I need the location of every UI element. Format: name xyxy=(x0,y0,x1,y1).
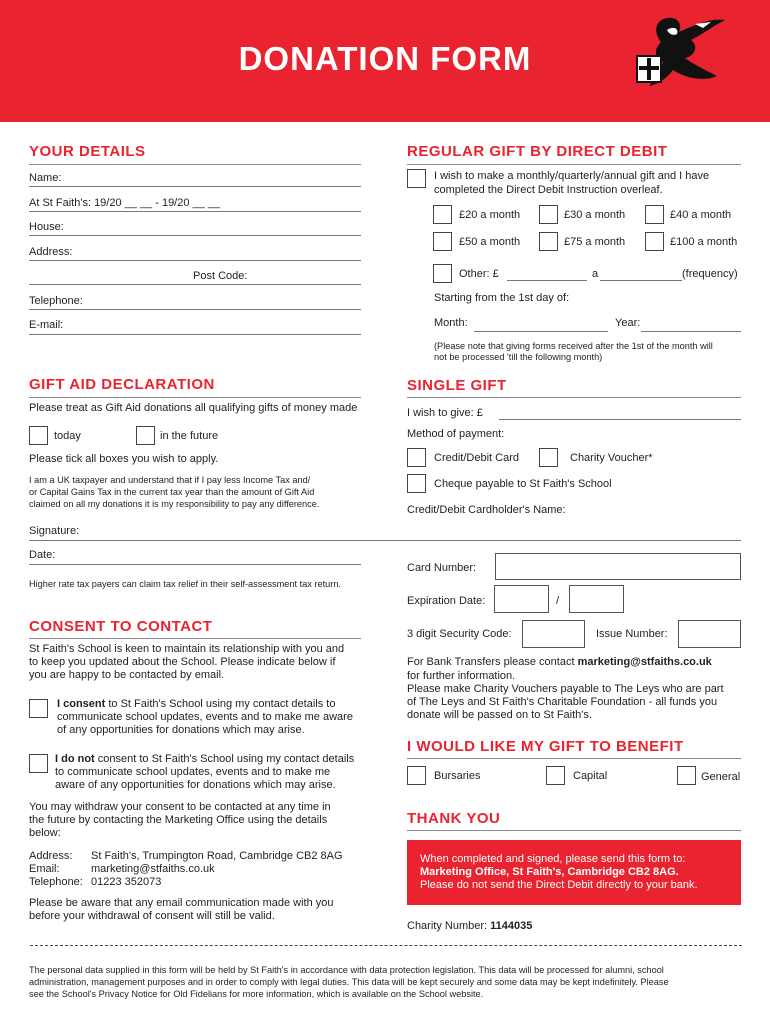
amount-20-label: £20 a month xyxy=(459,209,521,221)
charity-voucher-checkbox[interactable] xyxy=(539,448,558,467)
send-instructions-line: When completed and signed, please send this form to: xyxy=(420,853,686,865)
amount-100-label: £100 a month xyxy=(670,236,738,248)
wish-to-give-label: I wish to give: £ xyxy=(407,407,483,419)
date-field[interactable] xyxy=(29,564,361,565)
general-label: General xyxy=(701,771,741,783)
contact-telephone-label: Telephone: xyxy=(29,876,83,888)
contact-address-value: St Faith's, Trumpington Road, Cambridge CB2 8AG xyxy=(91,850,343,862)
gift-aid-today-checkbox[interactable] xyxy=(29,426,48,445)
heading-rule xyxy=(29,397,361,398)
signature-field[interactable] xyxy=(29,540,741,541)
amount-30-checkbox[interactable] xyxy=(539,205,558,224)
contact-telephone-value: 01223 352073 xyxy=(91,876,162,888)
single-gift-amount-field[interactable] xyxy=(499,419,741,420)
gift-aid-tick-note: Please tick all boxes you wish to apply. xyxy=(29,453,219,465)
consent-intro: you are happy to be contacted by email. xyxy=(29,669,225,681)
charity-number-label: Charity Number: xyxy=(407,920,491,932)
postcode-label: Post Code: xyxy=(193,270,248,282)
bank-transfer-text: For Bank Transfers please contact xyxy=(407,656,578,668)
credit-card-checkbox[interactable] xyxy=(407,448,426,467)
voucher-note: donate will be passed on to St Faith's. xyxy=(407,709,592,721)
regular-gift-intro: I wish to make a monthly/quarterly/annual gift and I have xyxy=(434,170,710,182)
amount-50-checkbox[interactable] xyxy=(433,232,452,251)
frequency-label: (frequency) xyxy=(682,268,738,280)
amount-40-checkbox[interactable] xyxy=(645,205,664,224)
voucher-note: Please make Charity Vouchers payable to The Leys who are part xyxy=(407,683,724,695)
gift-aid-today-label: today xyxy=(54,430,81,442)
contact-email-value[interactable]: marketing@stfaiths.co.uk xyxy=(91,863,215,875)
issue-number-label: Issue Number: xyxy=(596,628,668,640)
cardholder-name-label: Credit/Debit Cardholder's Name: xyxy=(407,504,566,516)
consent-no-checkbox[interactable] xyxy=(29,754,48,773)
dragon-crest-logo xyxy=(633,12,728,88)
house-label: House: xyxy=(29,221,64,233)
amount-75-label: £75 a month xyxy=(564,236,626,248)
privacy-footer: The personal data supplied in this form will be held by St Faith's in accordance with data protection legislation. This data will be processed for alumni, school xyxy=(29,965,664,975)
capital-checkbox[interactable] xyxy=(546,766,565,785)
regular-gift-checkbox[interactable] xyxy=(407,169,426,188)
consent-no-line: aware of any opportunities for donations which may arise. xyxy=(55,779,336,791)
name-field[interactable] xyxy=(29,186,361,187)
signature-label: Signature: xyxy=(29,525,80,537)
cheque-label: Cheque payable to St Faith's School xyxy=(434,478,612,490)
amount-100-checkbox[interactable] xyxy=(645,232,664,251)
gift-aid-declaration: or Capital Gains Tax in the current tax year than the amount of Gift Aid xyxy=(29,487,315,497)
page-title: DONATION FORM xyxy=(238,40,532,77)
general-checkbox[interactable] xyxy=(677,766,696,785)
bank-transfer-note xyxy=(407,656,712,669)
consent-intro: St Faith's School is keen to maintain its relationship with you and xyxy=(29,643,345,655)
heading-rule xyxy=(407,830,741,831)
charity-voucher-label: Charity Voucher* xyxy=(570,452,653,464)
date-label: Date: xyxy=(29,549,56,561)
higher-rate-note: Higher rate tax payers can claim tax relief in their self-assessment tax return. xyxy=(29,579,341,589)
heading-rule xyxy=(407,164,741,165)
your-details-heading: YOUR DETAILS xyxy=(29,143,146,160)
postcode-field[interactable] xyxy=(29,284,361,285)
a-label: a xyxy=(592,268,599,280)
telephone-label: Telephone: xyxy=(29,295,83,307)
amount-50-label: £50 a month xyxy=(459,236,521,248)
month-field[interactable] xyxy=(474,331,608,332)
heading-rule xyxy=(407,397,741,398)
gift-aid-treat: Please treat as Gift Aid donations all qualifying gifts of money made xyxy=(29,402,358,414)
charity-number-value: 1144035 xyxy=(490,920,533,932)
address-field[interactable] xyxy=(29,260,361,261)
amount-40-label: £40 a month xyxy=(670,209,732,221)
expiration-slash: / xyxy=(556,595,560,607)
address-label: Address: xyxy=(29,246,73,258)
consent-yes-bold: I consent xyxy=(57,698,106,710)
regular-gift-heading: REGULAR GIFT BY DIRECT DEBIT xyxy=(407,143,668,160)
starting-label: Starting from the 1st day of: xyxy=(434,292,570,304)
withdraw-note: the future by contacting the Marketing Office using the details xyxy=(29,814,328,826)
amount-other-checkbox[interactable] xyxy=(433,264,452,283)
issue-number-input[interactable] xyxy=(678,620,741,648)
send-instructions-address: Marketing Office, St Faith's, Cambridge CB2 8AG. xyxy=(420,866,679,878)
regular-gift-note: (Please note that giving forms received after the 1st of the month will xyxy=(434,341,713,351)
security-code-input[interactable] xyxy=(522,620,585,648)
regular-gift-intro: completed the Direct Debit Instruction overleaf. xyxy=(434,184,663,196)
bursaries-checkbox[interactable] xyxy=(407,766,426,785)
consent-yes-line: communicate school updates, events and to make me aware xyxy=(57,711,353,723)
gift-aid-future-checkbox[interactable] xyxy=(136,426,155,445)
consent-no-line: to communicate school updates, events and to make me xyxy=(55,766,331,778)
heading-rule xyxy=(29,164,361,165)
amount-20-checkbox[interactable] xyxy=(433,205,452,224)
contact-email-label: Email: xyxy=(29,863,60,875)
frequency-field[interactable] xyxy=(600,280,682,281)
single-gift-heading: SINGLE GIFT xyxy=(407,377,507,394)
thank-you-heading: THANK YOU xyxy=(407,810,501,827)
withdraw-note: You may withdraw your consent to be contacted at any time in xyxy=(29,801,331,813)
other-amount-field[interactable] xyxy=(507,280,587,281)
house-field[interactable] xyxy=(29,235,361,236)
amount-75-checkbox[interactable] xyxy=(539,232,558,251)
email-label: E-mail: xyxy=(29,319,64,331)
capital-label: Capital xyxy=(573,770,608,782)
consent-no-text xyxy=(55,753,354,766)
email-field[interactable] xyxy=(29,334,361,335)
cheque-checkbox[interactable] xyxy=(407,474,426,493)
email-validity-note: Please be aware that any email communication made with you xyxy=(29,897,334,909)
month-label: Month: xyxy=(434,317,468,329)
bank-transfer-note: for further information. xyxy=(407,670,516,682)
consent-heading: CONSENT TO CONTACT xyxy=(29,618,213,635)
years-field[interactable] xyxy=(29,211,361,212)
charity-number xyxy=(407,920,532,933)
consent-yes-checkbox[interactable] xyxy=(29,699,48,718)
heading-rule xyxy=(407,758,741,759)
name-label: Name: xyxy=(29,172,62,184)
telephone-field[interactable] xyxy=(29,309,361,310)
privacy-footer: administration, management purposes and in order to comply with legal duties. This data will be kept securely and some data may be kept indefinitely. Please xyxy=(29,977,669,987)
amount-30-label: £30 a month xyxy=(564,209,626,221)
gift-aid-declaration: claimed on all my donations it is my responsibility to pay any difference. xyxy=(29,499,320,509)
payment-method-label: Method of payment: xyxy=(407,428,505,440)
expiration-label: Expiration Date: xyxy=(407,595,486,607)
send-instructions-line: Please do not send the Direct Debit directly to your bank. xyxy=(420,879,698,891)
consent-intro: to keep you updated about the School. Please indicate below if xyxy=(29,656,336,668)
other-label: Other: £ xyxy=(459,268,499,280)
withdraw-note: below: xyxy=(29,827,61,839)
consent-yes-line: of any opportunities for donations which may arise. xyxy=(57,724,305,736)
consent-yes-text xyxy=(57,698,335,711)
bursaries-label: Bursaries xyxy=(434,770,481,782)
card-number-input[interactable] xyxy=(495,553,741,580)
expiration-month-input[interactable] xyxy=(494,585,549,613)
contact-address-label: Address: xyxy=(29,850,73,862)
years-label: At St Faith's: 19/20 __ __ - 19/20 __ __ xyxy=(29,197,221,209)
privacy-footer: see the School's Privacy Notice for Old Fidelians for more information, which is available on the School website. xyxy=(29,989,484,999)
expiration-year-input[interactable] xyxy=(569,585,624,613)
email-validity-note: before your withdrawal of consent will still be valid. xyxy=(29,910,275,922)
benefit-heading: I WOULD LIKE MY GIFT TO BENEFIT xyxy=(407,738,684,755)
cut-line-divider xyxy=(30,945,742,946)
heading-rule xyxy=(29,638,361,639)
gift-aid-declaration: I am a UK taxpayer and understand that if I pay less Income Tax and/ xyxy=(29,475,311,485)
voucher-note: of The Leys and St Faith's Charitable Foundation - all funds you xyxy=(407,696,718,708)
credit-card-label: Credit/Debit Card xyxy=(434,452,519,464)
gift-aid-future-label: in the future xyxy=(160,430,219,442)
bank-transfer-email[interactable]: marketing@stfaiths.co.uk xyxy=(577,656,712,668)
year-field[interactable] xyxy=(641,331,741,332)
consent-no-line: consent to St Faith's School using my contact details xyxy=(94,753,355,765)
gift-aid-heading: GIFT AID DECLARATION xyxy=(29,376,215,393)
consent-no-bold: I do not xyxy=(55,753,95,765)
card-number-label: Card Number: xyxy=(407,562,477,574)
security-code-label: 3 digit Security Code: xyxy=(407,628,512,640)
consent-yes-line: to St Faith's School using my contact details to xyxy=(105,698,336,710)
year-label: Year: xyxy=(615,317,641,329)
regular-gift-note: not be processed 'till the following month) xyxy=(434,352,603,362)
